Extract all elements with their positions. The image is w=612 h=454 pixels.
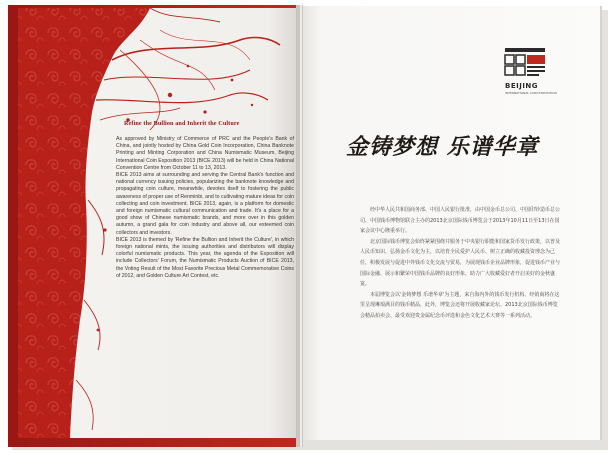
left-paragraph-1: As approved by Ministry of Commerce of PRC and the People's Bank of China, and jointly hosted by China Gold Coin Incorporation, China Banknote Printing and Minting Corporation and China Numismatic Museum, Beijing International Coin Exposition 2013 (BICE 2013) will be held in China National Convention Centre from October 11 to 13, 2013. xyxy=(116,136,294,171)
right-paragraph-2: 北京国际钱币博览会始终紧紧围绕并服务于中央银行职能和国家货币发行政策，以普及人民币知识、弘扬金币文化为主，以培育全民爱护人民币、树立正确的收藏投资理念为己任，积极发展与促进中外钱币文化交流与贸易，为展现钱币企业品牌形象，促进钱币产业与国际金融、展示和繁荣中国钱币品牌的良好形象，助力广大收藏爱好者开启美好的金秋盛宴。 xyxy=(360,238,561,288)
right-edge xyxy=(600,6,602,440)
left-page-heading: Refine the Bullion and Inherit the Culture xyxy=(124,120,240,127)
left-paragraph-2: BICE 2013 aims at surrounding and serving the Central Bank's function and national currency issuing policies, popularizing the banknote knowledge and propagating coin culture, meanwhile, devotes itself to fostering the public awareness of proper use of Renminbi, and to cultivating mature ideas for coin collecting and coin investment. BICE 2013, again, is a platform for domestic and foreign numismatic cultural communication and trade. It's a place for a good show of Chinese numismatic brands, and more over in this golden autumn, a grand gala for coin industry and above all, our esteemed coin collectors and investors. xyxy=(116,172,294,236)
logo-title: BEIJING xyxy=(505,82,539,90)
calligraphy-slogan: 金铸梦想 乐谱华章 xyxy=(346,134,539,160)
logo-subtitle: INTERNATIONAL COIN EXPOSITION xyxy=(505,91,557,95)
left-paragraph-3: BICE 2013 is themed by 'Refine the Bullion and Inherit the Culture', in which foreign national mints, the issuing authorities and distributors will display colorful numismatic products. This year, the agenda of the Exposition will include Collectors' Forum, the Numismatic Products Auction of BICE 2013, the Voting Result of the Most Favorite Precious Metal Commemorative Coins of 2012, and Golden Culture Art Contest, etc. xyxy=(116,236,294,279)
right-paragraph-1: 经中华人民共和国商务部、中国人民银行批准，由中国金币总公司、中国印钞造币总公司、中国钱币博物馆联合主办的2013北京国际钱币博览会于2013年10月11日至13日在国家会议中心隆重举行。 xyxy=(360,207,561,235)
left-page-body xyxy=(116,136,294,280)
right-page-body xyxy=(360,205,560,322)
spine-highlight xyxy=(300,5,302,447)
right-paragraph-3: 本届博览会以'金铸梦想 乐谱华章'为主题，来自海内外的钱币发行机构、经销商将在这里呈现琳琅满目的钱币精品，此外，博览会还将开展收藏家论坛、2013北京国际钱币博览会精品拍卖会、最受欢迎贵金属纪念币评选和金色文化艺术大赛等一系列活动。 xyxy=(360,291,560,319)
